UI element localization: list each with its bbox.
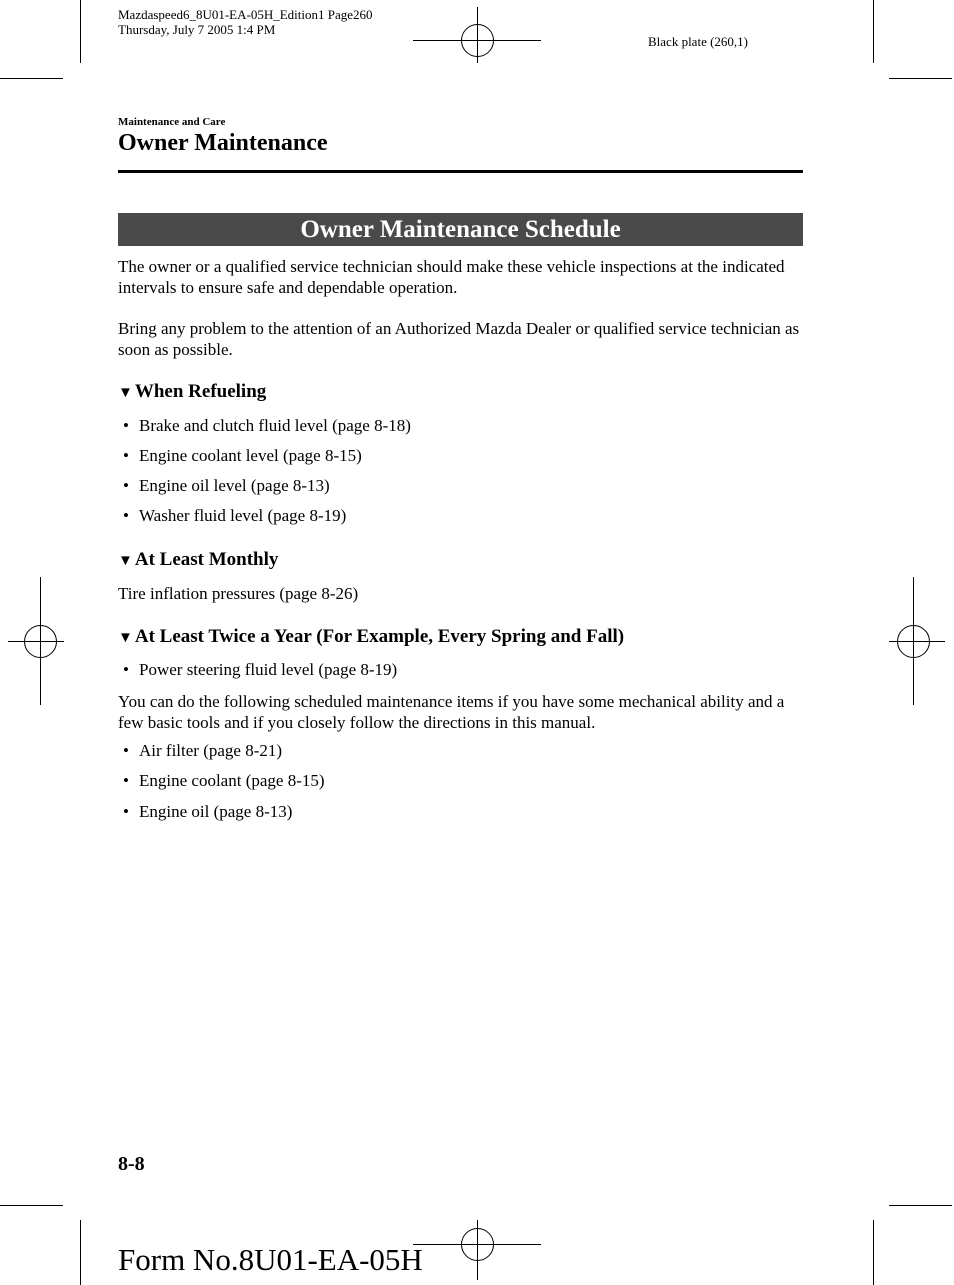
intro-paragraph-1: The owner or a qualified service technician should make these vehicle inspections at the indicated intervals to ensure safe and dependable operation.	[118, 257, 785, 297]
heading-label: When Refueling	[134, 381, 267, 402]
form-number: Form No.8U01-EA-05H	[118, 1242, 423, 1277]
bullet-icon: •	[123, 476, 129, 495]
page-title: Owner Maintenance	[118, 130, 328, 156]
triangle-icon: ▼	[118, 630, 133, 646]
list-item: • Engine oil (page 8-13)	[123, 802, 293, 821]
list-item: • Washer fluid level (page 8-19)	[123, 506, 347, 525]
plate-info: Black plate (260,1)	[648, 34, 748, 49]
list-item: • Power steering fluid level (page 8-19)	[123, 660, 398, 679]
print-info-date: Thursday, July 7 2005 1:4 PM	[118, 22, 276, 37]
bullet-icon: •	[123, 660, 129, 679]
triangle-icon: ▼	[118, 553, 133, 569]
heading-label: At Least Monthly	[134, 549, 279, 570]
bullet-icon: •	[123, 416, 129, 435]
bullet-icon: •	[123, 802, 129, 821]
bullet-icon: •	[123, 741, 129, 760]
list-item: • Air filter (page 8-21)	[123, 741, 283, 760]
heading-label: At Least Twice a Year (For Example, Every Spring and Fall)	[134, 626, 625, 647]
heading-at-least-monthly	[118, 549, 278, 571]
list-item: • Engine oil level (page 8-13)	[123, 476, 330, 495]
monthly-text: Tire inflation pressures (page 8-26)	[118, 584, 359, 603]
list-item: • Engine coolant level (page 8-15)	[123, 446, 362, 465]
list-item: • Engine coolant (page 8-15)	[123, 771, 325, 790]
scheduled-maintenance-note: You can do the following scheduled maintenance items if you have some mechanical ability and a few basic tools and if you closely follow the directions in this manual.	[118, 692, 785, 732]
bullet-icon: •	[123, 446, 129, 465]
section-banner-title: Owner Maintenance Schedule	[300, 215, 621, 243]
bullet-icon: •	[123, 506, 129, 525]
triangle-icon: ▼	[118, 385, 133, 401]
print-info	[118, 7, 373, 37]
section-banner	[118, 213, 803, 246]
bullet-icon: •	[123, 771, 129, 790]
heading-when-refueling	[118, 381, 266, 403]
heading-twice-a-year	[118, 626, 624, 648]
title-divider	[118, 170, 803, 173]
list-item: • Brake and clutch fluid level (page 8-18)	[123, 416, 411, 435]
page-number: 8-8	[118, 1153, 145, 1175]
intro-paragraph-2: Bring any problem to the attention of an Authorized Mazda Dealer or qualified service technician as soon as possible.	[118, 319, 800, 359]
print-info-file: Mazdaspeed6_8U01-EA-05H_Edition1 Page260	[118, 7, 373, 22]
breadcrumb: Maintenance and Care	[118, 116, 226, 128]
